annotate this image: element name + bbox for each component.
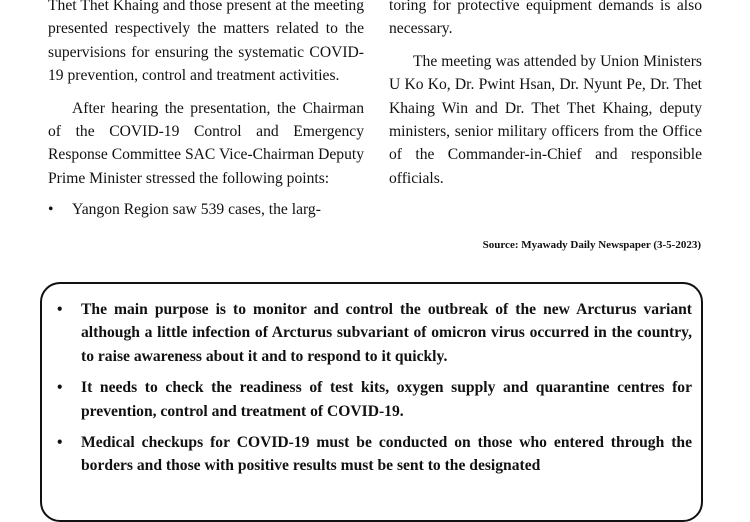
left-paragraph-1: Thet Thet Khaing and those present at the meeting presented respectively the matters related to the supervisions for ensuring the systematic COVID-19 prevention, control and treatment activities. (48, 0, 364, 85)
left-bullet-1: • Yangon Region saw 539 cases, the larg- (48, 198, 364, 221)
highlight-point: • The main purpose is to monitor and control the outbreak of the new Arcturus variant although a little infection of Arcturus subvariant of omicron virus occurred in the country, to raise awareness about it and to respond to it quickly. (57, 298, 692, 368)
highlight-points-list (57, 298, 692, 486)
highlight-point: • It needs to check the readiness of test kits, oxygen supply and quarantine centres for prevention, control and treatment of COVID-19. (57, 376, 692, 423)
highlight-point: • Medical checkups for COVID-19 must be conducted on those who entered through the borders and those with positive results must be sent to the designated (57, 431, 692, 478)
right-paragraph-2: The meeting was attended by Union Ministers U Ko Ko, Dr. Pwint Hsan, Dr. Nyunt Pe, Dr. Thet Khaing Win and Dr. Thet Thet Khaing, deputy ministers, senior military officers from the Office of the Commander-in-Chief and responsible officials. (389, 52, 702, 187)
source-credit: Source: Myawady Daily Newspaper (3-5-2023) (482, 239, 701, 251)
left-paragraph-2: After hearing the presentation, the Chairman of the COVID-19 Control and Emergency Response Committee SAC Vice-Chairman Deputy Prime Minister stressed the following points: (48, 99, 364, 187)
right-paragraph-1: toring for protective equipment demands is also necessary. (389, 0, 702, 38)
left-column (48, 0, 364, 222)
right-column (389, 0, 702, 190)
